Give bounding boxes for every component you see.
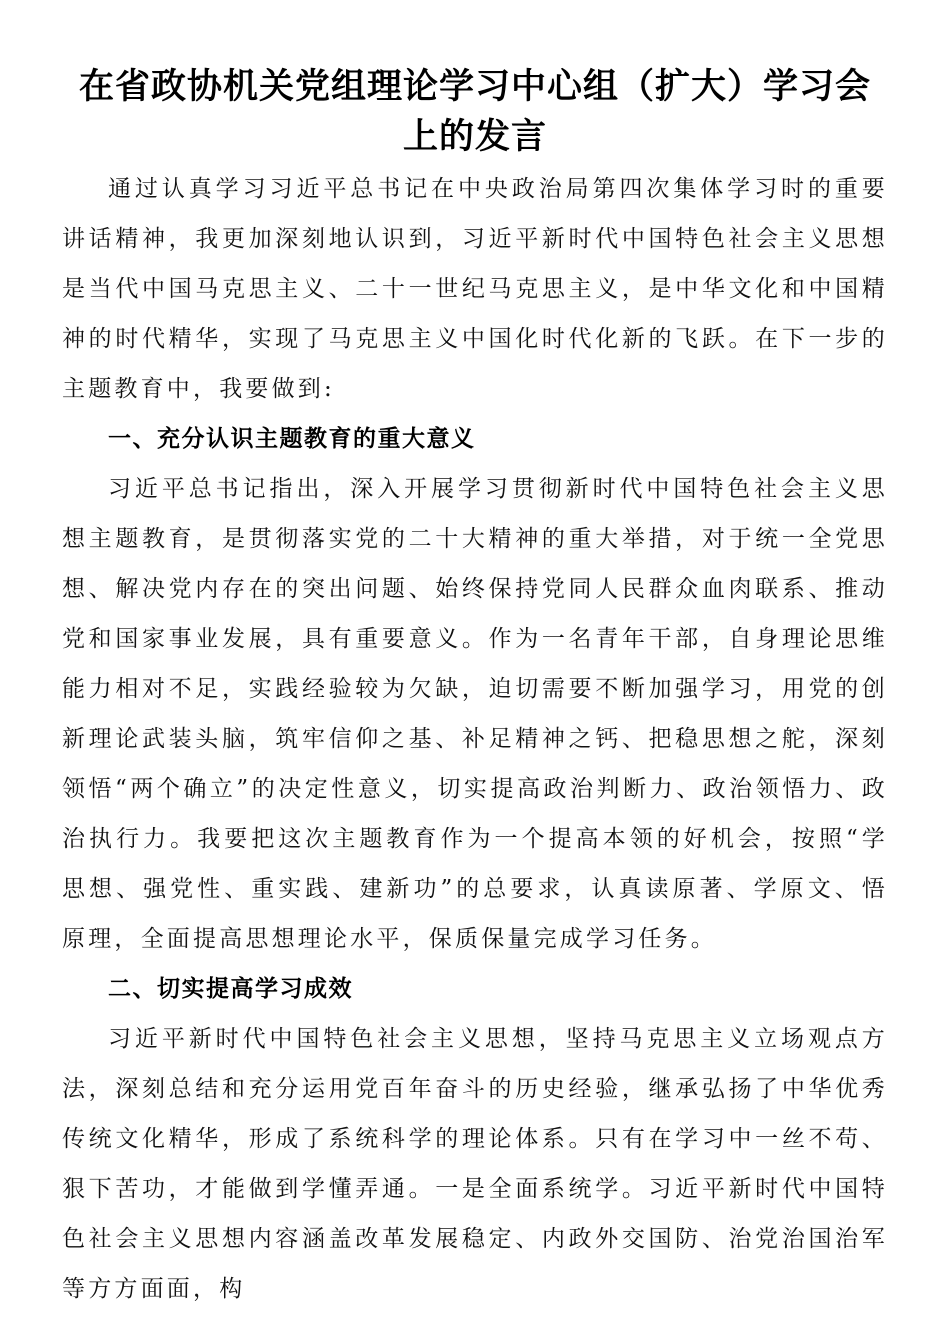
section-1-heading: 一、充分认识主题教育的重大意义 [108, 426, 476, 452]
document-title: 在省政协机关党组理论学习中心组（扩大）学习会上的发言 [78, 67, 871, 157]
section-1-paragraph: 习近平总书记指出，深入开展学习贯彻新时代中国特色社会主义思想主题教育，是贯彻落实党的二十大精神的重大举措，对于统一全党思想、解决党内存在的突出问题、始终保持党同人民群众血肉联系、推动党和国家事业发展，具有重要意义。作为一名青年干部，自身理论思维能力相对不足，实践经验较为欠缺，迫切需要不断加强学习，用党的创新理论武装头脑，筑牢信仰之基、补足精神之钙、把稳思想之舵，深刻领悟“两个确立”的决定性意义，切实提高政治判断力、政治领悟力、政治执行力。我要把这次主题教育作为一个提高本领的好机会，按照“学思想、强党性、重实践、建新功”的总要求，认真读原著、学原文、悟原理，全面提高思想理论水平，保质保量完成学习任务。 [62, 476, 888, 952]
section-2-paragraph: 习近平新时代中国特色社会主义思想，坚持马克思主义立场观点方法，深刻总结和充分运用党百年奋斗的历史经验，继承弘扬了中华优秀传统文化精华，形成了系统科学的理论体系。只有在学习中一丝不苟、狠下苦功，才能做到学懂弄通。一是全面系统学。习近平新时代中国特色社会主义思想内容涵盖改革发展稳定、内政外交国防、治党治国治军等方方面面，构 [62, 1026, 888, 1302]
intro-paragraph: 通过认真学习习近平总书记在中央政治局第四次集体学习时的重要讲话精神，我更加深刻地认识到，习近平新时代中国特色社会主义思想是当代中国马克思主义、二十一世纪马克思主义，是中华文化和中国精神的时代精华，实现了马克思主义中国化时代化新的飞跃。在下一步的主题教育中，我要做到: [62, 176, 888, 402]
section-2-heading: 二、切实提高学习成效 [108, 976, 353, 1002]
